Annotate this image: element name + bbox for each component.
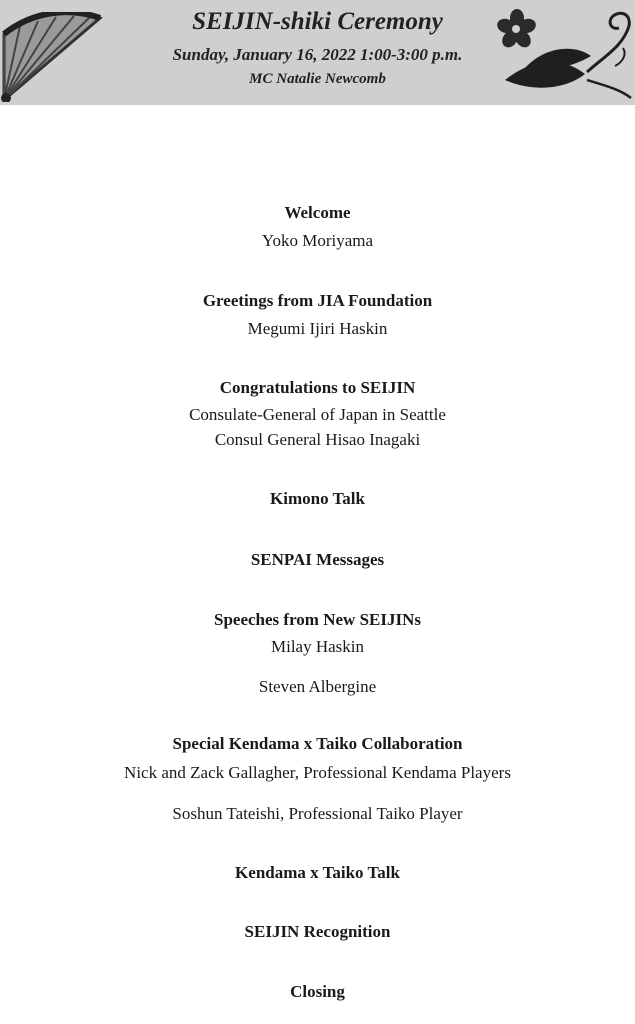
- program-name-welcome: Yoko Moriyama: [261, 231, 374, 250]
- header-banner: [0, 0, 635, 105]
- banner-date-time: Sunday, January 16, 2022 1:00-3:00 p.m.: [172, 45, 463, 64]
- cherry-blossom-icon: [495, 9, 537, 50]
- program-heading-collaboration: Special Kendama x Taiko Collaboration: [172, 734, 463, 753]
- program-name-collaboration-2: Soshun Tateishi, Professional Taiko Player: [172, 804, 463, 823]
- program-heading-welcome: Welcome: [284, 203, 351, 222]
- program-name-congratulations-2: Consul General Hisao Inagaki: [214, 430, 421, 449]
- program-name-greetings: Megumi Ijiri Haskin: [247, 319, 388, 338]
- program-heading-closing: Closing: [290, 982, 345, 1001]
- program-name-collaboration-1: Nick and Zack Gallagher, Professional Kendama Players: [124, 763, 511, 782]
- program-heading-speeches: Speeches from New SEIJINs: [214, 610, 421, 629]
- decoration-right: [495, 6, 635, 102]
- banner-title: SEIJIN-shiki Ceremony: [192, 8, 443, 35]
- banner-mc: MC Natalie Newcomb: [249, 71, 386, 87]
- program-heading-kimono: Kimono Talk: [270, 489, 365, 508]
- program-name-congratulations-1: Consulate-General of Japan in Seattle: [189, 405, 446, 424]
- program-heading-kendama-talk: Kendama x Taiko Talk: [235, 863, 400, 882]
- program-heading-senpai: SENPAI Messages: [250, 550, 385, 569]
- program-heading-recognition: SEIJIN Recognition: [244, 922, 391, 941]
- program-heading-congratulations: Congratulations to SEIJIN: [219, 378, 416, 397]
- program-name-speeches-1: Milay Haskin: [270, 637, 365, 656]
- program-name-speeches-2: Steven Albergine: [258, 677, 377, 696]
- program-heading-greetings: Greetings from JIA Foundation: [202, 291, 433, 310]
